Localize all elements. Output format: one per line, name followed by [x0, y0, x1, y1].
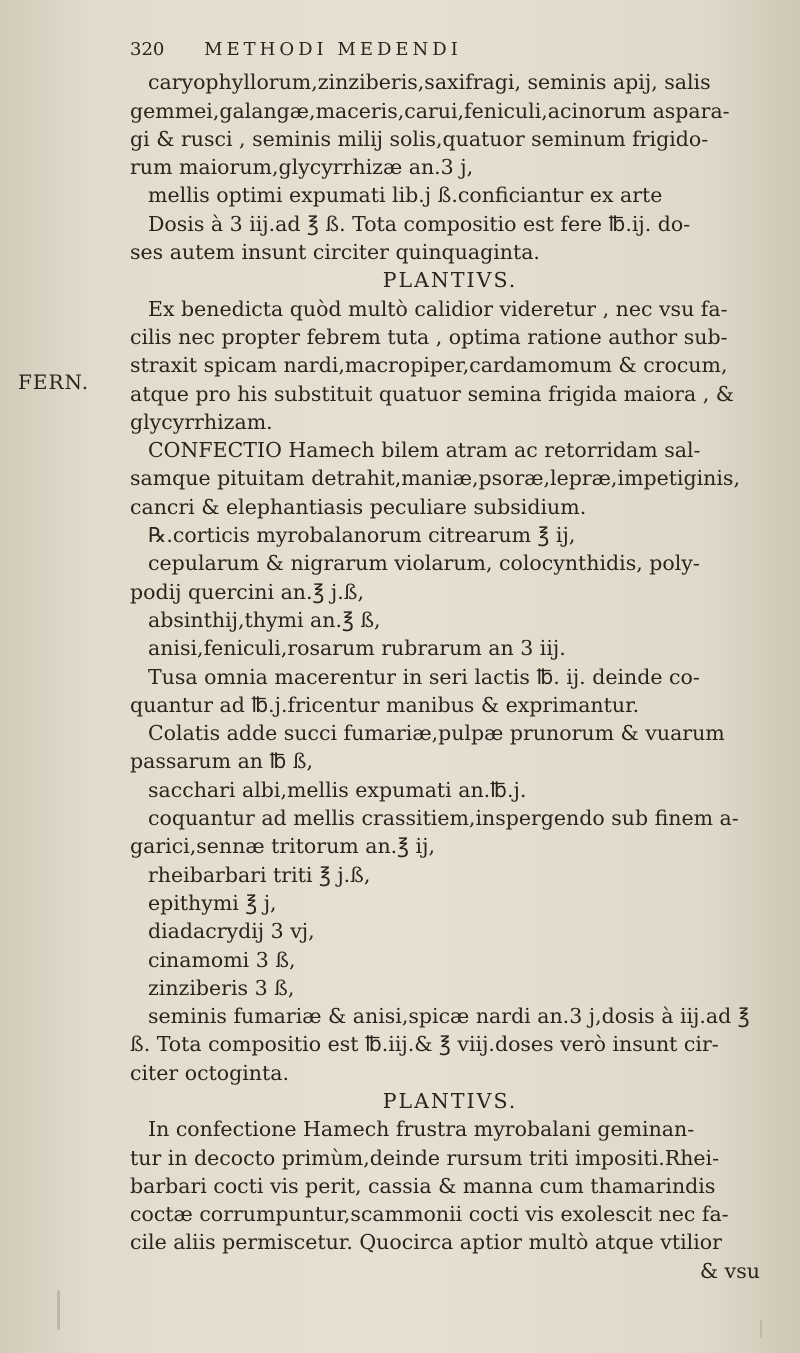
text-line: coctæ corrumpuntur,scammonii cocti vis exolescit nec fa-	[130, 1202, 729, 1227]
text-line: seminis fumariæ & anisi,spicæ nardi an.3 j,dosis à iij.ad ℥	[148, 1004, 750, 1029]
text-line: Dosis à 3 iij.ad ℥ ß. Tota compositio est fere ℔.ij. do-	[148, 211, 691, 236]
body-text	[130, 68, 770, 1285]
text-line: tur in decocto primùm,deinde rursum triti impositi.Rhei-	[130, 1145, 720, 1170]
text-line: In confectione Hamech frustra myrobalani geminan-	[148, 1117, 695, 1142]
margin-note: FERN.	[18, 370, 90, 394]
text-line: zinziberis 3 ß,	[148, 975, 295, 1000]
text-line: rum maiorum,glycyrrhizæ an.3 j,	[130, 155, 474, 180]
text-line: atque pro his substituit quatuor semina frigida maiora , &	[130, 381, 735, 406]
section-heading: PLANTIVS.	[382, 1088, 518, 1113]
running-header	[130, 36, 770, 64]
text-line: ses autem insunt circiter quinquaginta.	[130, 240, 540, 265]
text-line: cepularum & nigrarum violarum, colocynthidis, poly-	[148, 551, 700, 576]
text-line: sacchari albi,mellis expumati an.℔.j.	[148, 777, 527, 802]
text-line: cinamomi 3 ß,	[148, 947, 296, 972]
text-line: caryophyllorum,zinziberis,saxifragi, seminis apij, salis	[148, 70, 711, 95]
catchword: & vsu	[699, 1258, 760, 1283]
text-line: ℞.corticis myrobalanorum citrearum ℥ ij,	[148, 523, 576, 548]
text-line: cancri & elephantiasis peculiare subsidium.	[130, 494, 587, 519]
page-number: 320	[130, 39, 165, 60]
text-line: absinthij,thymi an.℥ ß,	[148, 607, 381, 632]
text-block	[130, 36, 770, 1285]
text-line: passarum an ℔ ß,	[130, 749, 313, 774]
section-heading: PLANTIVS.	[382, 268, 518, 293]
text-line: Colatis adde succi fumariæ,pulpæ prunorum & vuarum	[148, 721, 725, 746]
text-line: podij quercini an.℥ j.ß,	[130, 579, 364, 604]
text-line: gemmei,galangæ,maceris,carui,feniculi,acinorum aspara-	[130, 98, 730, 123]
running-title: METHODI MEDENDI	[204, 39, 462, 60]
text-line: diadacrydij 3 vj,	[148, 919, 315, 944]
text-line: Tusa omnia macerentur in seri lactis ℔. ij. deinde co-	[148, 664, 700, 689]
text-line: Ex benedicta quòd multò calidior videretur , nec vsu fa-	[148, 296, 728, 321]
text-line: anisi,feniculi,rosarum rubrarum an 3 iij.	[148, 636, 566, 661]
text-line: barbari cocti vis perit, cassia & manna cum thamarindis	[130, 1173, 716, 1198]
text-line: mellis optimi expumati lib.j ß.conficiantur ex arte	[148, 183, 663, 208]
text-line: rheibarbari triti ℥ j.ß,	[148, 862, 371, 887]
text-line: gi & rusci , seminis milij solis,quatuor seminum frigido-	[130, 126, 709, 151]
text-line: ß. Tota compositio est ℔.iij.& ℥ viij.doses verò insunt cir-	[130, 1032, 719, 1057]
text-line: coquantur ad mellis crassitiem,inspergendo sub finem a-	[148, 806, 739, 831]
text-line: quantur ad ℔.j.fricentur manibus & exprimantur.	[130, 692, 640, 717]
text-line: citer octoginta.	[130, 1060, 289, 1085]
text-line: epithymi ℥ j,	[148, 890, 277, 915]
text-line: glycyrrhizam.	[130, 409, 273, 434]
text-line: cilis nec propter febrem tuta , optima ratione author sub-	[130, 324, 728, 349]
text-line: garici,sennæ tritorum an.℥ ij,	[130, 834, 435, 859]
text-line: samque pituitam detrahit,maniæ,psoræ,lepræ,impetiginis,	[130, 466, 740, 491]
text-line: straxit spicam nardi,macropiper,cardamomum & crocum,	[130, 353, 728, 378]
text-line: CONFECTIO Hamech bilem atram ac retorridam sal-	[148, 438, 701, 463]
text-line: cile aliis permiscetur. Quocirca aptior multò atque vtilior	[130, 1230, 722, 1255]
